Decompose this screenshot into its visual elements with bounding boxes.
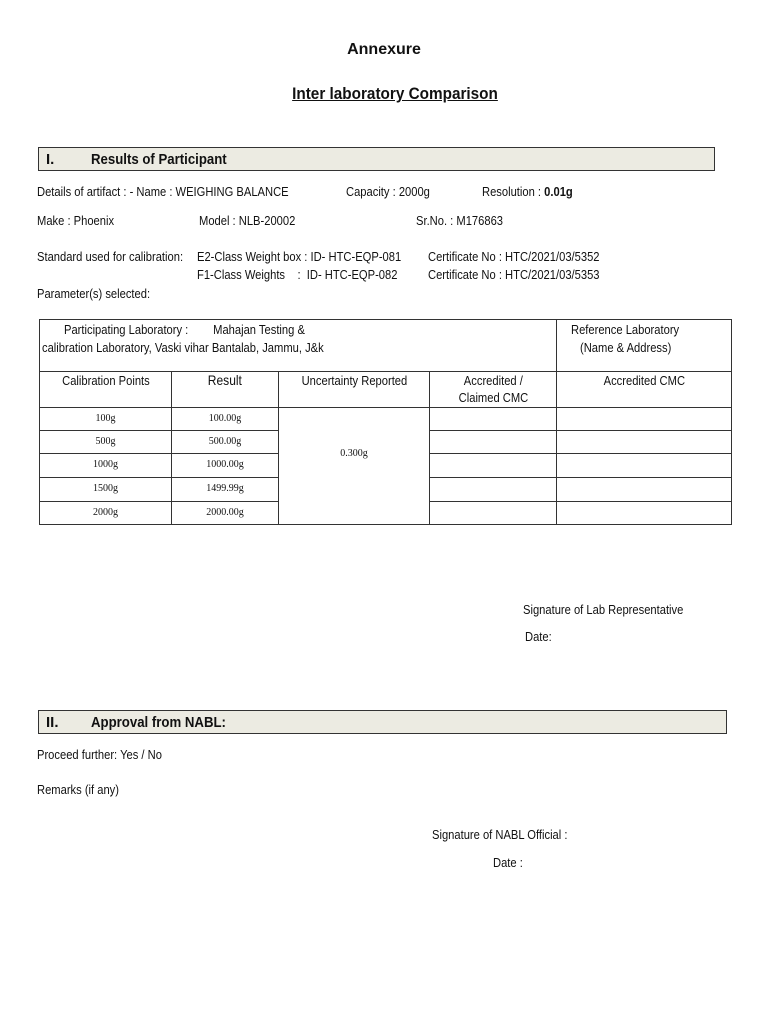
uncertainty-cell: 0.300g [279,408,430,525]
col-accredited [430,372,557,408]
col-calibration-points [40,372,172,408]
lab-date-label: Date: [525,629,552,644]
cmc-cell [557,454,732,478]
participating-lab-cell [40,320,557,372]
artifact-capacity: Capacity : 2000g [346,184,430,199]
nabl-signature-label: Signature of NABL Official : [432,827,568,842]
section-1-label: Results of Participant [91,151,227,168]
section-2-label: Approval from NABL: [91,714,226,731]
section-2-number: II. [46,714,59,731]
artifact-name: Details of artifact : - Name : WEIGHING BALANCE [37,184,289,199]
resolution-value: 0.01g [544,184,573,199]
standard-cert-1: Certificate No : HTC/2021/03/5352 [428,249,600,264]
point-cell: 1000g [40,454,172,478]
document-title: Inter laboratory Comparison [292,84,498,103]
point-cell: 2000g [40,502,172,525]
col-uncertainty [279,372,430,408]
point-cell: 1500g [40,478,172,502]
cmc-cell [557,408,732,431]
cmc-cell [557,431,732,454]
lab-signature-label: Signature of Lab Representative [523,602,684,617]
col-accredited-line-2: Claimed CMC [458,390,528,405]
artifact-resolution [482,184,573,199]
col-result [172,372,279,408]
col-calibration-points-label: Calibration Points [61,373,150,388]
resolution-label: Resolution : [482,184,545,199]
table-header-row [40,372,732,408]
col-result-label: Result [207,372,243,388]
reference-lab-line-1: Reference Laboratory [571,322,680,337]
col-accredited-line-1: Accredited / [463,373,523,388]
point-cell: 500g [40,431,172,454]
reference-lab-line-2: (Name & Address) [580,340,672,355]
section-1-number: I. [46,151,55,168]
standard-label: Standard used for calibration: [37,249,184,264]
table-row [40,408,732,431]
result-cell: 100.00g [172,408,279,431]
col-accredited-cmc [557,372,732,408]
table-lab-row [40,320,732,372]
artifact-make: Make : Phoenix [37,213,115,228]
accredited-cell [430,454,557,478]
col-uncertainty-label: Uncertainty Reported [301,373,407,388]
parameters-label: Parameter(s) selected: [37,286,151,301]
proceed-label: Proceed further: Yes / No [37,747,162,762]
accredited-cell [430,478,557,502]
section-1-header [38,147,715,171]
cmc-cell [557,502,732,525]
section-2-header [38,710,727,734]
results-table [39,319,732,525]
col-accredited-cmc-label: Accredited CMC [603,373,685,388]
accredited-cell [430,502,557,525]
result-cell: 500.00g [172,431,279,454]
standard-cert-2: Certificate No : HTC/2021/03/5353 [428,267,600,282]
accredited-cell [430,408,557,431]
standard-item-1: E2-Class Weight box : ID- HTC-EQP-081 [197,249,402,264]
result-cell: 1499.99g [172,478,279,502]
participating-lab-line-2: calibration Laboratory, Vaski vihar Bantalab, Jammu, J&k [42,340,324,355]
result-cell: 1000.00g [172,454,279,478]
artifact-serial: Sr.No. : M176863 [416,213,504,228]
cmc-cell [557,478,732,502]
artifact-model: Model : NLB-20002 [199,213,296,228]
remarks-label: Remarks (if any) [37,782,120,797]
annexure-heading: Annexure [347,41,421,58]
point-cell: 100g [40,408,172,431]
accredited-cell [430,431,557,454]
result-cell: 2000.00g [172,502,279,525]
nabl-date-label: Date : [493,855,523,870]
participating-lab-line-1: Participating Laboratory : Mahajan Testing & [64,322,305,337]
reference-lab-cell [557,320,732,372]
standard-item-2: F1-Class Weights : ID- HTC-EQP-082 [197,267,398,282]
